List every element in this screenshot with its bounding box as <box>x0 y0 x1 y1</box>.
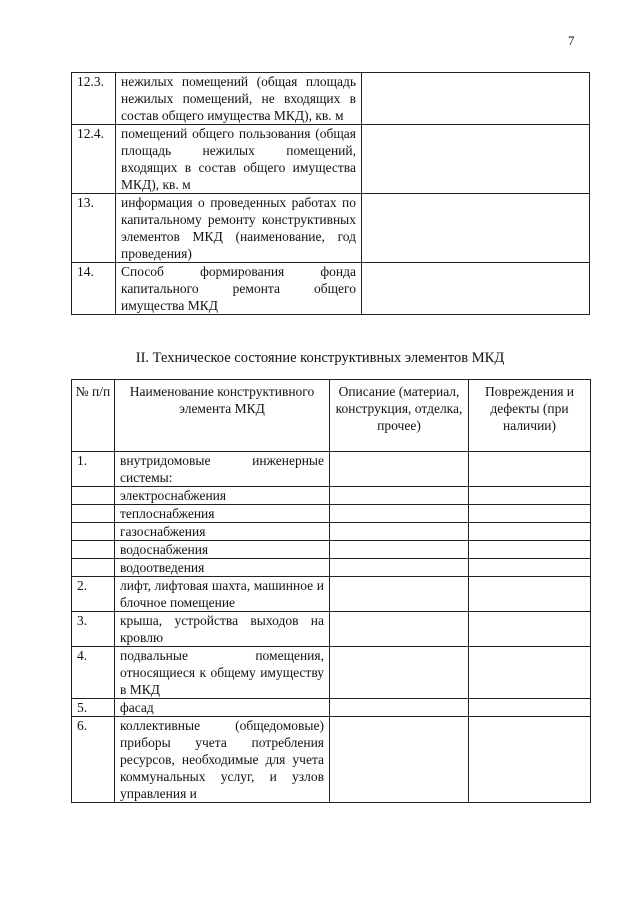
technical-condition-table <box>71 379 591 803</box>
description-cell <box>330 699 469 717</box>
element-name: водоотведения <box>115 559 330 577</box>
table-row <box>72 577 591 612</box>
row-number: 12.3. <box>72 73 116 125</box>
row-label: информация о проведенных работах по капитальному ремонту конструктивных элементов МКД (наименование, год проведения) <box>116 194 362 263</box>
table-row <box>72 559 591 577</box>
table-row <box>72 125 590 194</box>
element-name: газоснабжения <box>115 523 330 541</box>
table-row <box>72 717 591 803</box>
damage-cell <box>469 559 591 577</box>
row-number <box>72 487 115 505</box>
damage-cell <box>469 699 591 717</box>
description-cell <box>330 452 469 487</box>
damage-cell <box>469 612 591 647</box>
damage-cell <box>469 487 591 505</box>
value-cell <box>362 194 590 263</box>
row-number <box>72 505 115 523</box>
row-number: 12.4. <box>72 125 116 194</box>
row-label: помещений общего пользования (общая площадь нежилых помещений, входящих в состав общего имущества МКД), кв. м <box>116 125 362 194</box>
table-row <box>72 612 591 647</box>
table-row <box>72 194 590 263</box>
damage-cell <box>469 452 591 487</box>
element-name: теплоснабжения <box>115 505 330 523</box>
table-header-row <box>72 380 591 452</box>
table-row <box>72 505 591 523</box>
row-label: нежилых помещений (общая площадь нежилых помещений, не входящих в состав общего имущества МКД), кв. м <box>116 73 362 125</box>
row-number: 5. <box>72 699 115 717</box>
damage-cell <box>469 505 591 523</box>
value-cell <box>362 125 590 194</box>
description-cell <box>330 487 469 505</box>
element-name: фасад <box>115 699 330 717</box>
damage-cell <box>469 523 591 541</box>
description-cell <box>330 559 469 577</box>
row-number: 1. <box>72 452 115 487</box>
building-info-table <box>71 72 590 315</box>
row-number <box>72 559 115 577</box>
element-name: коллективные (общедомовые) приборы учета потребления ресурсов, необходимые для учета коммунальных услуг, и узлов управления и <box>115 717 330 803</box>
row-number <box>72 523 115 541</box>
table-row <box>72 263 590 315</box>
description-cell <box>330 523 469 541</box>
row-number: 3. <box>72 612 115 647</box>
row-number: 2. <box>72 577 115 612</box>
table-row <box>72 523 591 541</box>
description-cell <box>330 505 469 523</box>
table-row <box>72 699 591 717</box>
row-number <box>72 541 115 559</box>
damage-cell <box>469 717 591 803</box>
header-damage: Повреждения и дефекты (при наличии) <box>469 380 591 452</box>
value-cell <box>362 263 590 315</box>
row-label: Способ формирования фонда капитального ремонта общего имущества МКД <box>116 263 362 315</box>
description-cell <box>330 577 469 612</box>
element-name: электроснабжения <box>115 487 330 505</box>
description-cell <box>330 647 469 699</box>
header-name: Наименование конструктивного элемента МКД <box>115 380 330 452</box>
table-row <box>72 541 591 559</box>
damage-cell <box>469 541 591 559</box>
header-num: № п/п <box>72 380 115 452</box>
page-number: 7 <box>568 33 575 48</box>
description-cell <box>330 612 469 647</box>
damage-cell <box>469 647 591 699</box>
row-number: 4. <box>72 647 115 699</box>
header-description: Описание (материал, конструкция, отделка, прочее) <box>330 380 469 452</box>
description-cell <box>330 541 469 559</box>
row-number: 13. <box>72 194 116 263</box>
table-row <box>72 73 590 125</box>
element-name: крыша, устройства выходов на кровлю <box>115 612 330 647</box>
element-name: лифт, лифтовая шахта, машинное и блочное помещение <box>115 577 330 612</box>
description-cell <box>330 717 469 803</box>
element-name: подвальные помещения, относящиеся к общему имуществу в МКД <box>115 647 330 699</box>
table-row <box>72 647 591 699</box>
row-number: 14. <box>72 263 116 315</box>
row-number: 6. <box>72 717 115 803</box>
table-row <box>72 487 591 505</box>
value-cell <box>362 73 590 125</box>
element-name: внутридомовые инженерные системы: <box>115 452 330 487</box>
table-row <box>72 452 591 487</box>
section-heading: II. Техническое состояние конструктивных элементов МКД <box>135 350 505 366</box>
damage-cell <box>469 577 591 612</box>
element-name: водоснабжения <box>115 541 330 559</box>
